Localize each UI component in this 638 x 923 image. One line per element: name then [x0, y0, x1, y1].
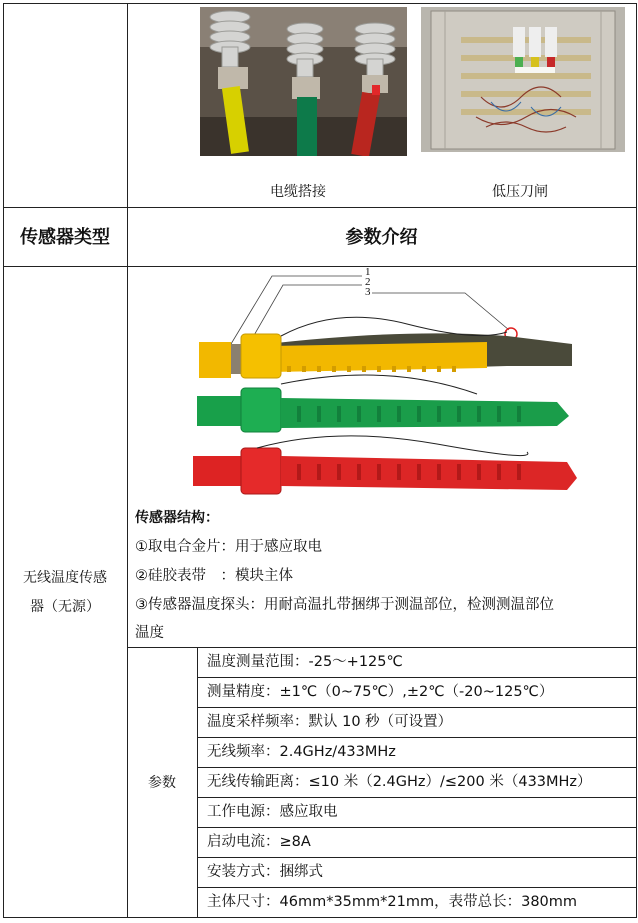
table-left-border [3, 3, 4, 918]
header-top-border [3, 207, 636, 208]
param-transmission-distance: 无线传输距离：≤10 米（2.4GHz）/≤200 米（433MHz） [207, 774, 592, 790]
structure-item-1: ①取电合金片：用于感应取电 [135, 539, 322, 555]
param-wireless-frequency: 无线频率：2.4GHz/433MHz [207, 744, 396, 760]
param-accuracy: 测量精度：±1℃（0~75℃）,±2℃（-20~125℃） [207, 684, 554, 700]
photo-caption-low-voltage-switch: 低压刀闸 [492, 184, 548, 200]
param-power-supply: 工作电源：感应取电 [207, 804, 338, 820]
table-bottom-border [3, 917, 636, 918]
param-row-separator [197, 827, 636, 828]
header-sensor-type: 传感器类型 [20, 227, 110, 248]
diagram-label-2: 2 [365, 276, 371, 288]
sensor-type-line1: 无线温度传感 [23, 570, 107, 586]
params-top-border [127, 647, 636, 648]
structure-item-2: ②硅胶表带 ：模块主体 [135, 568, 293, 584]
cable-joint-photo [200, 7, 407, 156]
params-label: 参数 [148, 775, 176, 791]
param-row-separator [197, 887, 636, 888]
diagram-label-3: 3 [365, 286, 371, 298]
param-row-separator [197, 797, 636, 798]
sensor-diagram [187, 266, 585, 504]
diagram-label-1: 1 [365, 266, 371, 278]
param-dimensions: 主体尺寸：46mm*35mm*21mm，表带总长：380mm [207, 894, 578, 910]
structure-item-3: ③传感器温度探头：用耐高温扎带捆绑于测温部位，检测测温部位 [135, 597, 554, 613]
param-row-separator [197, 737, 636, 738]
param-installation: 安装方式：捆绑式 [207, 864, 323, 880]
param-row-separator [197, 707, 636, 708]
params-divider [197, 647, 198, 918]
structure-item-3-continued: 温度 [135, 625, 164, 641]
param-row-separator [197, 767, 636, 768]
table-right-border [636, 3, 637, 918]
low-voltage-switch-photo [421, 7, 625, 152]
table-top-border [3, 3, 636, 4]
param-temperature-range: 温度测量范围：-25～+125℃ [207, 654, 403, 670]
structure-title: 传感器结构： [135, 510, 219, 526]
header-parameters: 参数介绍 [345, 227, 418, 248]
sensor-type-line2: 器（无源） [30, 599, 100, 615]
param-row-separator [197, 677, 636, 678]
photo-caption-cable-joint: 电缆搭接 [270, 184, 326, 200]
param-startup-current: 启动电流：≥8A [207, 834, 311, 850]
param-row-separator [197, 857, 636, 858]
param-sampling-frequency: 温度采样频率：默认 10 秒（可设置） [207, 714, 453, 730]
